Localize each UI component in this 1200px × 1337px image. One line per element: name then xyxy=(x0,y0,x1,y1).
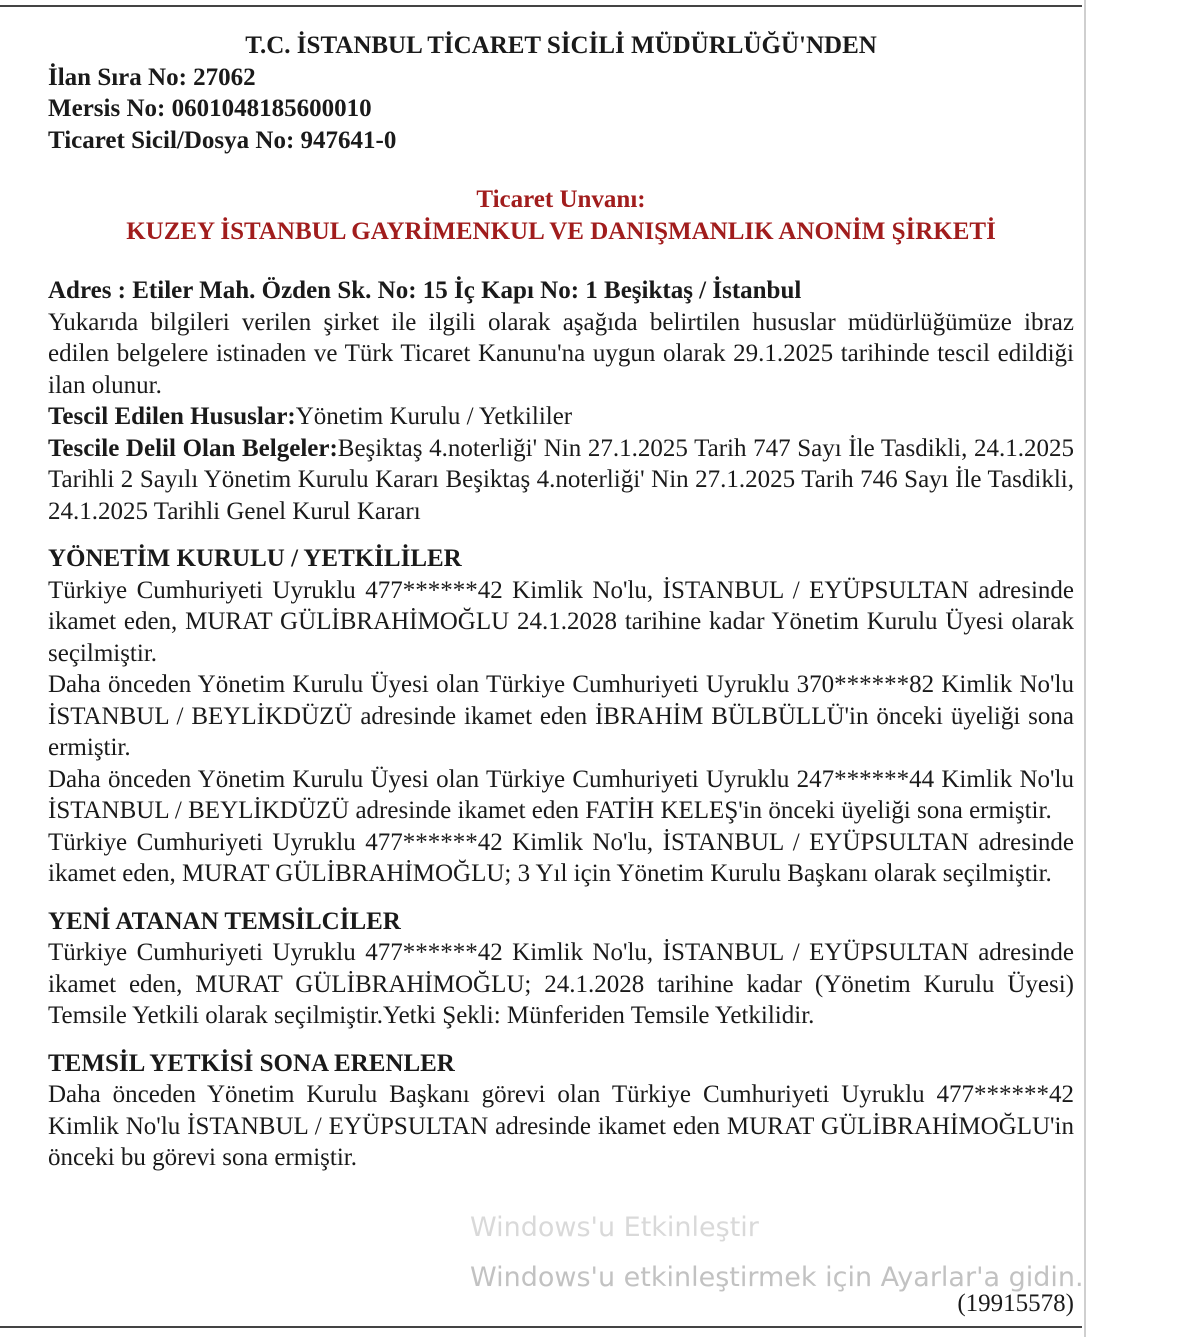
temsil-paragraph: Daha önceden Yönetim Kurulu Başkanı görevi olan Türkiye Cumhuriyeti Uyruklu 477******42 Kimlik No'lu İSTANBUL / EYÜPSULTAN adresinde ikamet eden MURAT GÜLİBRAHİMOĞLU'in önceki bu görevi sona ermiştir. xyxy=(48,1081,1074,1171)
activation-watermark-title: Windows'u Etkinleştir xyxy=(470,1212,759,1243)
section-title-yeni: YENİ ATANAN TEMSİLCİLER xyxy=(48,907,401,935)
bottom-rule xyxy=(0,1326,1082,1328)
right-border xyxy=(1084,0,1086,1337)
yonetim-paragraph: Daha önceden Yönetim Kurulu Üyesi olan Türkiye Cumhuriyeti Uyruklu 370******82 Kimlik No'lu İSTANBUL / BEYLİKDÜZÜ adresinde ikamet eden İBRAHİM BÜLBÜLLÜ'in önceki üyeliği sona ermiştir. xyxy=(48,671,1074,761)
section-title-temsil: TEMSİL YETKİSİ SONA ERENLER xyxy=(48,1049,455,1077)
tescil-label: Tescil Edilen Hususlar: xyxy=(48,403,296,430)
yonetim-paragraph: Türkiye Cumhuriyeti Uyruklu 477******42 Kimlik No'lu, İSTANBUL / EYÜPSULTAN adresinde ikamet eden, MURAT GÜLİBRAHİMOĞLU 24.1.2028 tarihine kadar Yönetim Kurulu Üyesi olarak seçilmiştir. xyxy=(48,576,1074,667)
yonetim-paragraph: Daha önceden Yönetim Kurulu Üyesi olan Türkiye Cumhuriyeti Uyruklu 247******44 Kimlik No'lu İSTANBUL / BEYLİKDÜZÜ adresinde ikamet eden FATİH KELEŞ'in önceki üyeliği sona ermiştir. xyxy=(48,765,1074,824)
belgeler-line xyxy=(48,433,1074,528)
ilan-sira-no: İlan Sıra No: 27062 xyxy=(48,63,256,91)
reference-number: (19915578) xyxy=(957,1290,1074,1317)
ticaret-unvani-label: Ticaret Unvanı: xyxy=(476,186,646,213)
company-address: Adres : Etiler Mah. Özden Sk. No: 15 İç Kapı No: 1 Beşiktaş / İstanbul xyxy=(48,277,802,304)
tescil-value: Yönetim Kurulu / Yetkililer xyxy=(295,403,573,430)
yeni-paragraph: Türkiye Cumhuriyeti Uyruklu 477******42 Kimlik No'lu, İSTANBUL / EYÜPSULTAN adresinde ikamet eden, MURAT GÜLİBRAHİMOĞLU; 24.1.2028 tarihine kadar (Yönetim Kurulu Üyesi) Temsile Yetkili olarak seçilmiştir.Yetki Şekli: Münferiden Temsile Yetkilidir. xyxy=(48,939,1074,1029)
announcement-document xyxy=(48,30,1074,1174)
belgeler-value: Beşiktaş 4.noterliği' Nin 27.1.2025 Tarih 747 Sayı İle Tasdikli, 24.1.2025 Tarihli 2 Sayılı Yönetim Kurulu Kararı Beşiktaş 4.noterliği' Nin 27.1.2025 Tarih 746 Sayı İle Tasdikli, 24.1.2025 Tarihli Genel Kurul Kararı xyxy=(48,434,1074,525)
activation-watermark-text: Windows'u etkinleştirmek için Ayarlar'a gidin. xyxy=(470,1262,1084,1293)
yonetim-paragraph: Türkiye Cumhuriyeti Uyruklu 477******42 Kimlik No'lu, İSTANBUL / EYÜPSULTAN adresinde ikamet eden, MURAT GÜLİBRAHİMOĞLU; 3 Yıl için Yönetim Kurulu Başkanı olarak seçilmiştir. xyxy=(48,828,1074,887)
section-title-yonetim: YÖNETİM KURULU / YETKİLİLER xyxy=(48,545,462,572)
intro-paragraph: Yukarıda bilgileri verilen şirket ile ilgili olarak aşağıda belirtilen hususlar müdürlüğümüze ibraz edilen belgelere istinaden ve Türk Ticaret Kanunu'na uygun olarak 29.1.2025 tarihinde tescil edildiği ilan olunur. xyxy=(48,308,1074,399)
belgeler-label: Tescile Delil Olan Belgeler: xyxy=(48,434,338,462)
registry-title: T.C. İSTANBUL TİCARET SİCİLİ MÜDÜRLÜĞÜ'NDEN xyxy=(245,32,877,59)
ticaret-sicil-no: Ticaret Sicil/Dosya No: 947641-0 xyxy=(48,126,397,154)
company-name: KUZEY İSTANBUL GAYRİMENKUL VE DANIŞMANLIK ANONİM ŞİRKETİ xyxy=(126,217,996,245)
top-rule xyxy=(0,5,1082,7)
mersis-no: Mersis No: 0601048185600010 xyxy=(48,95,372,122)
tescil-line xyxy=(48,401,1074,433)
